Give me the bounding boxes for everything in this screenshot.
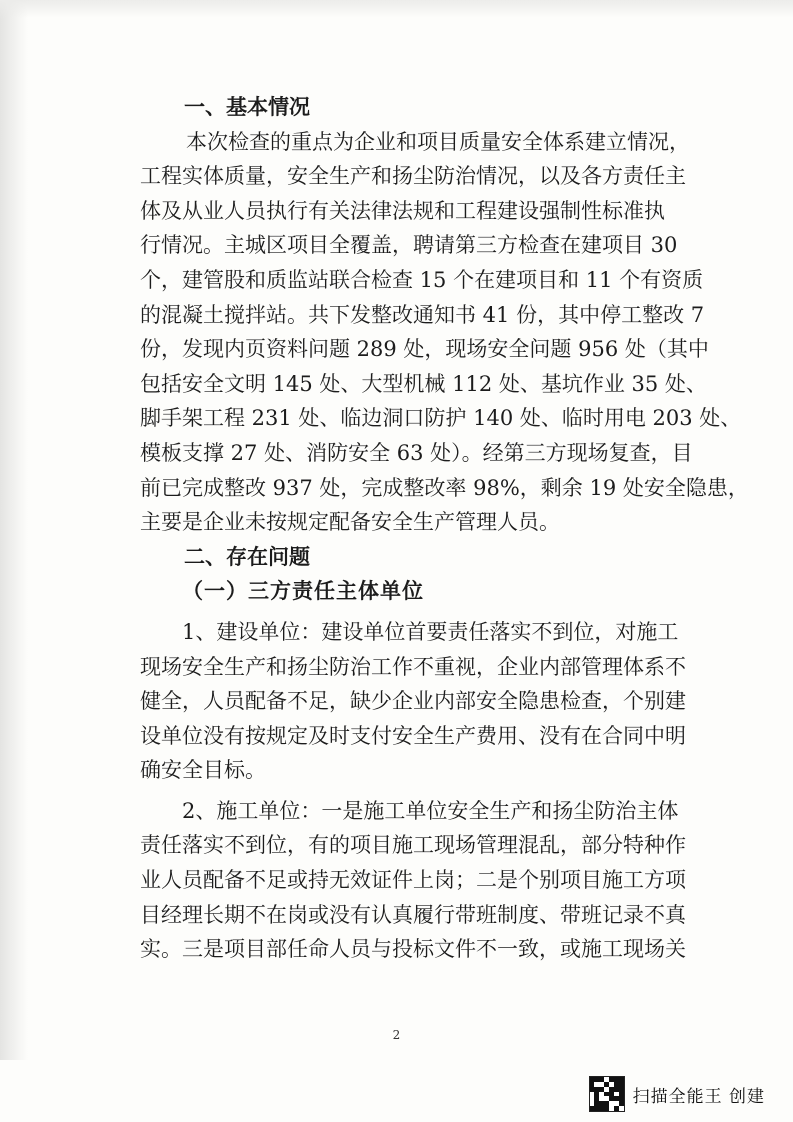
paragraph-line: 健全，人员配备不足，缺少企业内部安全隐患检查，个别建 (140, 689, 686, 714)
subheading-three-parties: （一）三方责任主体单位 (182, 578, 424, 604)
heading-existing-problems: 二、存在问题 (184, 543, 310, 569)
paragraph-line: 体及从业人员执行有关法律法规和工程建设强制性标准执 (140, 198, 665, 223)
scan-shadow-top (0, 0, 793, 18)
paragraph-line: 2、施工单位：一是施工单位安全生产和扬尘防治主体 (182, 798, 679, 823)
paragraph-construction-unit (140, 615, 700, 788)
paragraph-line: 个，建管股和质监站联合检查 15 个在建项目和 11 个有资质 (140, 267, 704, 292)
paragraph-line: 责任落实不到位，有的项目施工现场管理混乱，部分特种作 (140, 833, 686, 858)
paragraph-line: 脚手架工程 231 处、临边洞口防护 140 处、临时用电 203 处、 (140, 406, 742, 431)
paragraph-line: 目经理长期不在岗或没有认真履行带班制度、带班记录不真 (140, 902, 686, 927)
paragraph-line: 主要是企业未按规定配备安全生产管理人员。 (140, 510, 560, 535)
page-number: 2 (392, 1028, 401, 1042)
document-page (140, 90, 749, 967)
paragraph-line: 份，发现内页资料问题 289 处，现场安全问题 956 处（其中 (140, 337, 709, 362)
watermark-text: 扫描全能王 创建 (632, 1086, 765, 1107)
paragraph-line: 模板支撑 27 处、消防安全 63 处）。经第三方现场复查，目 (140, 440, 693, 465)
paragraph-line: 前已完成整改 937 处，完成整改率 98%，剩余 19 处安全隐患， (140, 475, 749, 500)
paragraph-contractor-unit (140, 794, 700, 967)
scan-shadow-left (0, 0, 28, 1060)
paragraph-line: 确安全目标。 (140, 758, 266, 783)
paragraph-line: 现场安全生产和扬尘防治工作不重视，企业内部管理体系不 (140, 654, 686, 679)
paragraph-line: 行情况。主城区项目全覆盖，聘请第三方检查在建项目 30 (140, 233, 678, 258)
paragraph-line: 的混凝土搅拌站。共下发整改通知书 41 份，其中停工整改 7 (140, 302, 705, 327)
paragraph-line: 工程实体质量，安全生产和扬尘防治情况，以及各方责任主 (140, 164, 686, 189)
paragraph-line: 本次检查的重点为企业和项目质量安全体系建立情况， (186, 129, 690, 154)
paragraph-line: 1、建设单位：建设单位首要责任落实不到位，对施工 (182, 619, 679, 644)
paragraph-line: 业人员配备不足或持无效证件上岗；二是个别项目施工方项 (140, 868, 686, 893)
scanner-watermark (589, 1076, 765, 1112)
paragraph-line: 包括安全文明 145 处、大型机械 112 处、基坑作业 35 处、 (140, 371, 707, 396)
paragraph-line: 设单位没有按规定及时支付安全生产费用、没有在合同中明 (140, 723, 686, 748)
paragraph-line: 实。三是项目部任命人员与投标文件不一致，或施工现场关 (140, 937, 686, 962)
qr-code-icon (589, 1076, 625, 1112)
paragraph-basic-situation (140, 125, 749, 540)
heading-basic-situation: 一、基本情况 (184, 94, 310, 119)
